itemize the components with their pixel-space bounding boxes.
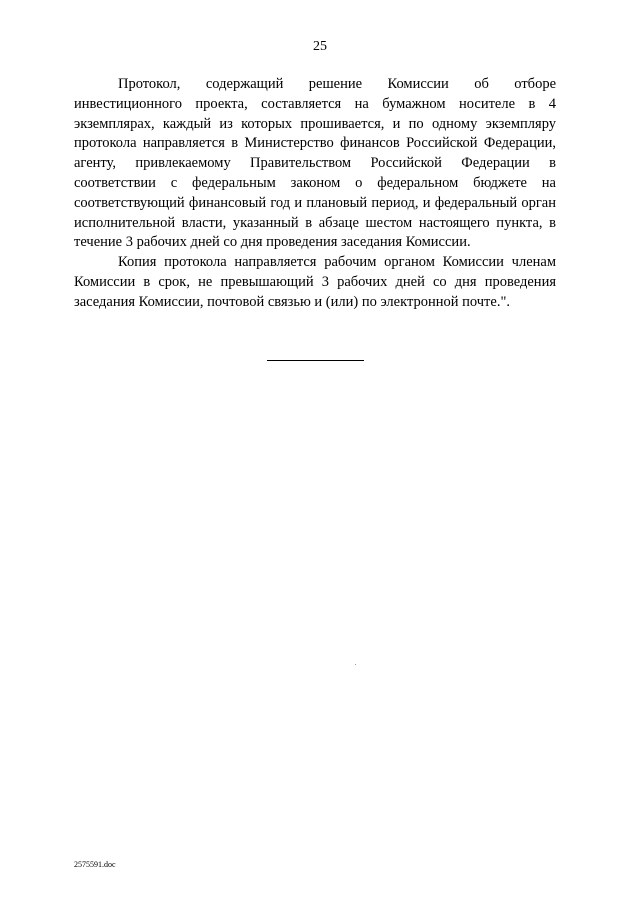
- page-number: 25: [313, 39, 327, 54]
- end-separator-line: [267, 360, 364, 361]
- paragraph-protocol-distribution: Протокол, содержащий решение Комиссии об отборе инвестиционного проекта, составляется на бумажном носителе в 4 экземплярах, каждый из которых прошивается, и по одному экземпляру протокола направляется в Министерство финансов Российской Федерации, агенту, привлекаемому Правительством Российской Федерации в соответствии с федеральным законом о федеральном бюджете на соответствующий финансовый год и плановый период, и федеральный орган исполнительной власти, указанный в абзаце шестом настоящего пункта, в течение 3 рабочих дней со дня проведения заседания Комиссии.: [74, 76, 556, 251]
- document-file-id: 2575591.doc: [74, 860, 116, 869]
- document-body: [74, 75, 556, 313]
- scan-speck: [355, 664, 356, 665]
- paragraph-protocol-copy: Копия протокола направляется рабочим органом Комиссии членам Комиссии в срок, не превышающий 3 рабочих дней со дня проведения заседания Комиссии, почтовой связью и (или) по электронной почте.".: [74, 254, 556, 310]
